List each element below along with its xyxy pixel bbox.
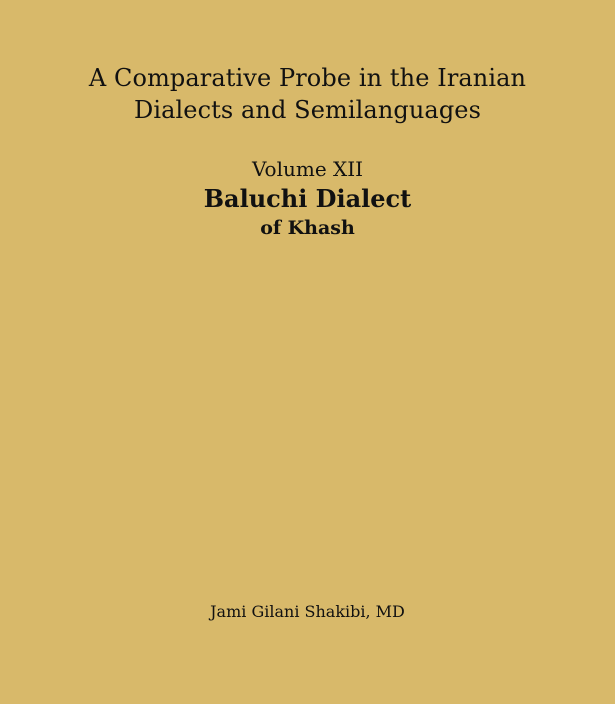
volume-label: Volume XII	[251, 157, 364, 181]
place-subtitle: of Khash	[260, 217, 355, 239]
subject-title: Baluchi Dialect	[203, 184, 412, 213]
book-title	[0, 62, 615, 126]
book-title-line-1: A Comparative Probe in the Iranian	[88, 64, 527, 92]
author-name: Jami Gilani Shakibi, MD	[210, 602, 405, 621]
book-title-line-2: Dialects and Semilanguages	[133, 96, 482, 124]
